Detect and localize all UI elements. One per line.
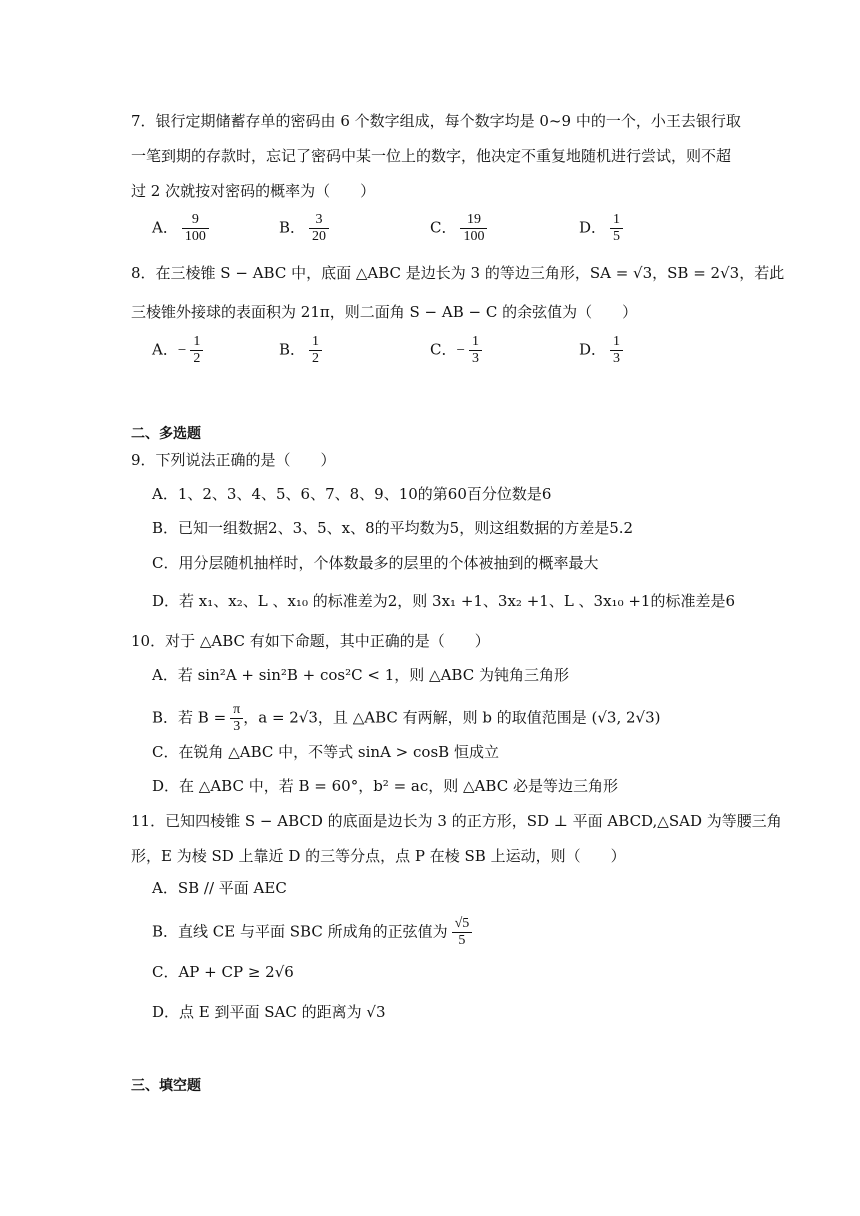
q9-option-b: B．已知一组数据2、3、5、x、8的平均数为5，则这组数据的方差是5.2	[152, 519, 634, 537]
q10-option-a: A．若 sin²A + sin²B + cos²C < 1，则 △ABC 为钝角三角形	[152, 666, 569, 684]
q8-line-1: 8．在三棱锥 S − ABC 中，底面 △ABC 是边长为 3 的等边三角形，SA = √3，SB = 2√3，若此	[131, 264, 785, 282]
q7-option-a-fraction: $\frac{9}{100}$	[182, 212, 209, 245]
q7-option-a: A． $\frac{9}{100}$	[152, 212, 209, 245]
q8-option-b: B． $\frac{1}{2}$	[279, 334, 322, 367]
q7-option-b: B． $\frac{3}{20}$	[279, 212, 329, 245]
q11-line-2: 形，E 为棱 SD 上靠近 D 的三等分点，点 P 在棱 SB 上运动，则（ ）	[131, 847, 626, 865]
section-multiple-choice-heading: 二、多选题	[131, 426, 201, 442]
q10-option-b: B．若 B = $\frac{\pi}{3}$ ，a = 2√3，且 △ABC 有两解，则 b 的取值范围是 (√3, 2√3)	[152, 702, 661, 734]
q7-line-3: 过 2 次就按对密码的概率为（ ）	[131, 182, 376, 200]
q11-option-b-fraction: $\frac{√5}{5}$	[452, 916, 473, 949]
q8-option-d: D． $\frac{1}{3}$	[579, 334, 623, 367]
q7-option-d: D． $\frac{1}{5}$	[579, 212, 623, 245]
q7-line-2: 一笔到期的存款时，忘记了密码中某一位上的数字，他决定不重复地随机进行尝试，则不超	[131, 147, 732, 165]
q10-option-d: D．在 △ABC 中，若 B = 60°，b² = ac，则 △ABC 必是等边三角形	[152, 777, 618, 795]
q9-option-a: A．1、2、3、4、5、6、7、8、9、10的第60百分位数是6	[152, 485, 552, 503]
q8-option-d-fraction: $\frac{1}{3}$	[610, 334, 623, 367]
q7-option-b-fraction: $\frac{3}{20}$	[309, 212, 329, 245]
q11-option-d: D．点 E 到平面 SAC 的距离为 √3	[152, 1003, 386, 1021]
q11-option-b: B．直线 CE 与平面 SBC 所成角的正弦值为 $\frac{√5}{5}$	[152, 916, 472, 949]
q8-option-b-fraction: $\frac{1}{2}$	[309, 334, 322, 367]
q9-option-d: D．若 x₁、x₂、L 、x₁₀ 的标准差为2，则 3x₁ +1、3x₂ +1、L 、3x₁₀ +1的标准差是6	[152, 592, 736, 610]
q10-stem: 10．对于 △ABC 有如下命题，其中正确的是（ ）	[131, 632, 490, 650]
q11-line-1: 11．已知四棱锥 S − ABCD 的底面是边长为 3 的正方形，SD ⊥ 平面 ABCD,△SAD 为等腰三角	[131, 812, 782, 830]
q7-line-1: 7．银行定期储蓄存单的密码由 6 个数字组成，每个数字均是 0~9 中的一个，小王去银行取	[131, 112, 741, 130]
q8-option-c-fraction: $\frac{1}{3}$	[469, 334, 482, 367]
q8-option-c: C．− $\frac{1}{3}$	[430, 334, 482, 367]
q10-option-c: C．在锐角 △ABC 中，不等式 sinA > cosB 恒成立	[152, 743, 499, 761]
q11-option-c: C．AP + CP ≥ 2√6	[152, 963, 294, 981]
q7-option-d-fraction: $\frac{1}{5}$	[610, 212, 623, 245]
q8-option-a: A．− $\frac{1}{2}$	[152, 334, 203, 367]
q11-option-a: A．SB // 平面 AEC	[152, 879, 287, 897]
q9-stem: 9．下列说法正确的是（ ）	[131, 451, 336, 469]
q10-option-b-fraction: $\frac{\pi}{3}$	[230, 702, 243, 735]
q7-option-c-fraction: $\frac{19}{100}$	[460, 212, 487, 245]
q8-option-a-fraction: $\frac{1}{2}$	[190, 334, 203, 367]
q7-option-c: C． $\frac{19}{100}$	[430, 212, 487, 245]
q8-line-2: 三棱锥外接球的表面积为 21π，则二面角 S − AB − C 的余弦值为（ ）	[131, 303, 638, 321]
q9-option-c: C．用分层随机抽样时，个体数最多的层里的个体被抽到的概率最大	[152, 554, 599, 572]
section-fill-in-heading: 三、填空题	[131, 1078, 201, 1094]
